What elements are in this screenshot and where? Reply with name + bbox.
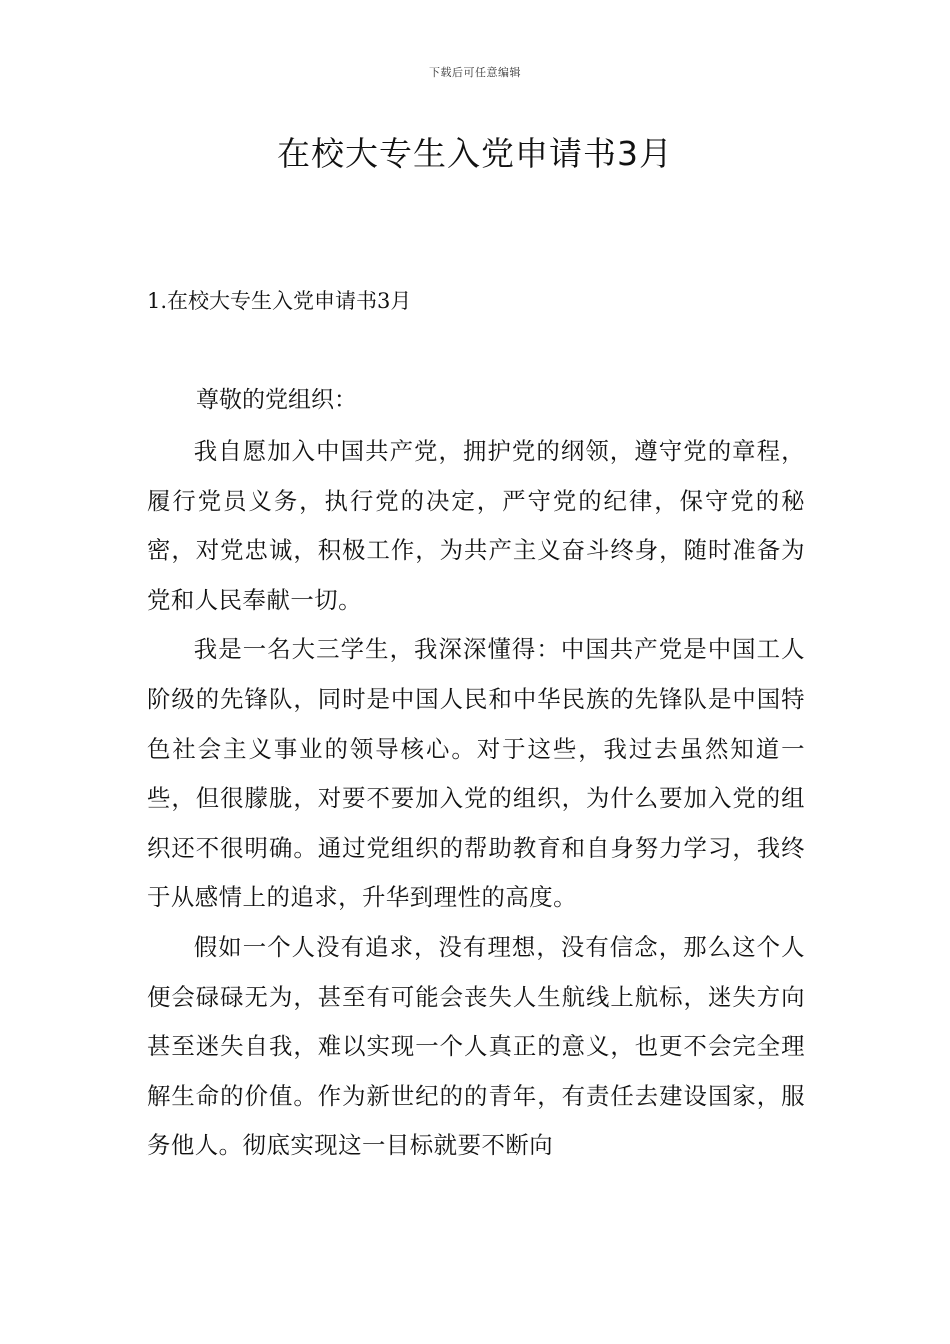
section-heading: 1.在校大专生入党申请书3月: [147, 289, 412, 313]
salutation: 尊敬的党组织：: [196, 387, 357, 413]
paragraph-1: 我自愿加入中国共产党，拥护党的纲领，遵守党的章程，履行党员义务，执行党的决定，严守党的纪律，保守党的秘密，对党忠诚，积极工作，为共产主义奋斗终身，随时准备为党和人民奉献一切。: [147, 437, 805, 614]
paragraph-3: 假如一个人没有追求，没有理想，没有信念，那么这个人便会碌碌无为，甚至有可能会丧失人生航线上航标，迷失方向甚至迷失自我，难以实现一个人真正的意义，也更不会完全理解生命的价值。作为新世纪的的青年，有责任去建设国家，服务他人。彻底实现这一目标就要不断向: [147, 932, 805, 1160]
document-title: 在校大专生入党申请书3月: [277, 134, 673, 173]
paragraph-2: 我是一名大三学生，我深深懂得：中国共产党是中国工人阶级的先锋队，同时是中国人民和中华民族的先锋队是中国特色社会主义事业的领导核心。对于这些，我过去虽然知道一些，但很朦胧，对要不要加入党的组织，为什么要加入党的组织还不很明确。通过党组织的帮助教育和自身努力学习，我终于从感情上的追求，升华到理性的高度。: [147, 635, 805, 912]
header-note: 下载后可任意编辑: [429, 66, 521, 79]
body-text: [147, 427, 805, 1171]
